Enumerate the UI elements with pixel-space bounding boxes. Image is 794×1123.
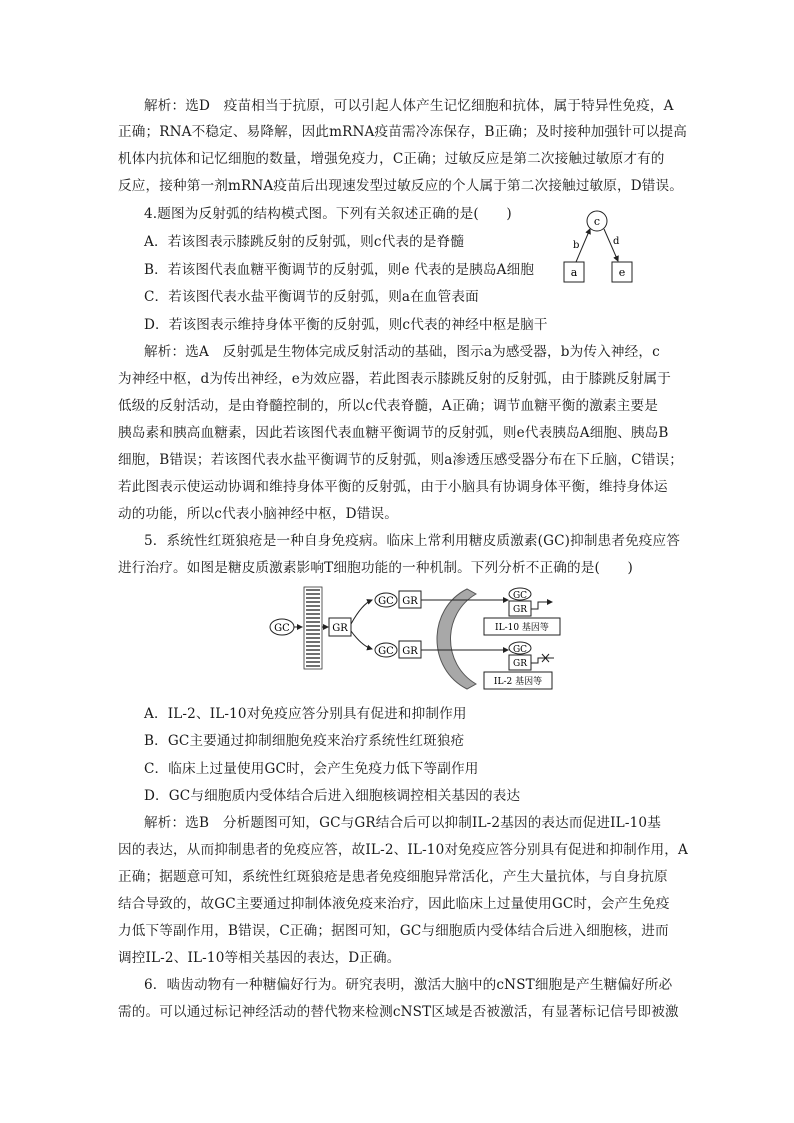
explanation-5-line-4: 结合导致的，故GC主要通过抑制体液免疫来治疗，因此临床上过量使用GC时，会产生免疫 bbox=[118, 896, 670, 912]
explanation-5-line-5: 力低下等副作用，B错误，C正确；据图可知，GC与细胞质内受体结合后进入细胞核，进而 bbox=[118, 923, 669, 939]
question-4-option-c: C．若该图代表水盐平衡调节的反射弧，则a在血管表面 bbox=[144, 289, 479, 305]
branch-upper-arrow bbox=[351, 600, 372, 624]
node-a-label: a bbox=[570, 266, 578, 279]
explanation-4-line-5: 细胞，B错误；若该图代表水盐平衡调节的反射弧，则a渗透压感受器分布在下丘脑，C错误； bbox=[118, 452, 683, 468]
question-4-option-a: A．若该图表示膝跳反射的反射弧，则c代表的是脊髓 bbox=[144, 234, 465, 250]
question-4-option-b: B．若该图代表血糖平衡调节的反射弧，则e 代表的是胰岛A细胞 bbox=[144, 262, 535, 278]
question-5-option-d: D．GC与细胞质内受体结合后进入细胞核调控相关基因的表达 bbox=[144, 788, 521, 804]
branch-lower-arrow bbox=[351, 631, 372, 649]
il10-promote-arrow bbox=[531, 602, 552, 609]
gc-outside-label: GC bbox=[274, 623, 290, 634]
il2-inhibit-line bbox=[531, 658, 554, 663]
gc-mechanism-diagram bbox=[262, 584, 562, 696]
question-5-option-c: C．临床上过量使用GC时，会产生免疫力低下等副作用 bbox=[144, 761, 479, 777]
label-b: b bbox=[573, 240, 580, 251]
gc-lower-label: GC bbox=[378, 646, 394, 657]
gr-nucleus-upper-label: GR bbox=[513, 605, 527, 615]
explanation-5-line-2: 因的表达，从而抑制患者的免疫应答，故IL-2、IL-10对免疫应答分别具有促进和抑制作用，A bbox=[118, 842, 689, 858]
gr-cytoplasm-label: GR bbox=[332, 623, 348, 634]
nuclear-envelope bbox=[437, 589, 476, 689]
explanation-4-line-2: 为神经中枢，d为传出神经，e为效应器，若此图表示膝跳反射的反射弧，由于膝跳反射属于 bbox=[118, 371, 672, 387]
gc-nucleus-upper-label: GC bbox=[512, 591, 528, 601]
explanation-4-line-7: 动的功能，所以c代表小脑神经中枢，D错误。 bbox=[118, 506, 398, 522]
gr-lower-label: GR bbox=[402, 646, 418, 657]
explanation-3-line-4: 反应，接种第一剂mRNA疫苗后出现速发型过敏反应的个人属于第二次接触过敏原，D错误。 bbox=[118, 178, 684, 194]
label-d: d bbox=[613, 236, 620, 247]
explanation-4-line-3: 低级的反射活动，是由脊髓控制的，所以c代表脊髓，A正确；调节血糖平衡的激素主要是 bbox=[118, 398, 658, 414]
question-6-line-1: 6．啮齿动物有一种糖偏好行为。研究表明，激活大脑中的cNST细胞是产生糖偏好所必 bbox=[144, 977, 673, 993]
explanation-4-line-6: 若此图表示使运动协调和维持身体平衡的反射弧，由于小脑具有协调身体平衡，维持身体运 bbox=[118, 479, 668, 495]
question-5-option-b: B．GC主要通过抑制细胞免疫来治疗系统性红斑狼疮 bbox=[144, 733, 465, 749]
explanation-3-line-3: 机体内抗体和记忆细胞的数量，增强免疫力，C正确；过敏反应是第二次接触过敏原才有的 bbox=[118, 151, 665, 167]
gr-upper-label: GR bbox=[402, 596, 418, 607]
il10-gene-label: IL-10 基因等 bbox=[495, 623, 549, 633]
explanation-3-line-1: 解析：选D 疫苗相当于抗原，可以引起人体产生记忆细胞和抗体，属于特异性免疫，A bbox=[144, 98, 674, 114]
question-5-option-a: A．IL-2、IL-10对免疫应答分别具有促进和抑制作用 bbox=[144, 706, 467, 722]
cell-membrane bbox=[304, 587, 322, 669]
explanation-5-line-3: 正确；据题意可知，系统性红斑狼疮是患者免疫细胞异常活化，产生大量抗体，与自身抗原 bbox=[118, 869, 668, 885]
gc-upper-label: GC bbox=[378, 596, 394, 607]
explanation-4-line-1: 解析：选A 反射弧是生物体完成反射活动的基础，图示a为感受器，b为传入神经，c bbox=[144, 344, 660, 360]
explanation-5-line-1: 解析：选B 分析题图可知，GC与GR结合后可以抑制IL-2基因的表达而促进IL-10基 bbox=[144, 815, 661, 831]
question-4-stem: 4.题图为反射弧的结构模式图。下列有关叙述正确的是( ) bbox=[144, 206, 512, 222]
question-5-stem-line-2: 进行治疗。如图是糖皮质激素影响T细胞功能的一种机制。下列分析不正确的是( ) bbox=[118, 560, 633, 576]
node-c-label: c bbox=[593, 215, 601, 228]
question-4-option-d: D．若该图表示维持身体平衡的反射弧，则c代表的神经中枢是脑干 bbox=[144, 317, 548, 333]
il2-gene-label: IL-2 基因等 bbox=[493, 677, 543, 687]
question-6-line-2: 需的。可以通过标记神经活动的替代物来检测cNST区域是否被激活，有显著标记信号即被激 bbox=[118, 1004, 679, 1020]
node-e-label: e bbox=[618, 266, 626, 279]
explanation-3-line-2: 正确；RNA不稳定、易降解，因此mRNA疫苗需冷冻保存，B正确；及时接种加强针可以提高 bbox=[118, 124, 688, 140]
reflex-arc-diagram bbox=[556, 206, 646, 288]
gr-nucleus-lower-label: GR bbox=[513, 659, 527, 669]
explanation-4-line-4: 胰岛素和胰高血糖素，因此若该图代表血糖平衡调节的反射弧，则e代表胰岛A细胞、胰岛B bbox=[118, 425, 669, 441]
explanation-5-line-6: 调控IL-2、IL-10等相关基因的表达，D正确。 bbox=[118, 950, 401, 966]
question-5-stem-line-1: 5．系统性红斑狼疮是一种自身免疫病。临床上常利用糖皮质激素(GC)抑制患者免疫应答 bbox=[144, 533, 681, 549]
gc-nucleus-lower-label: GC bbox=[512, 645, 528, 655]
